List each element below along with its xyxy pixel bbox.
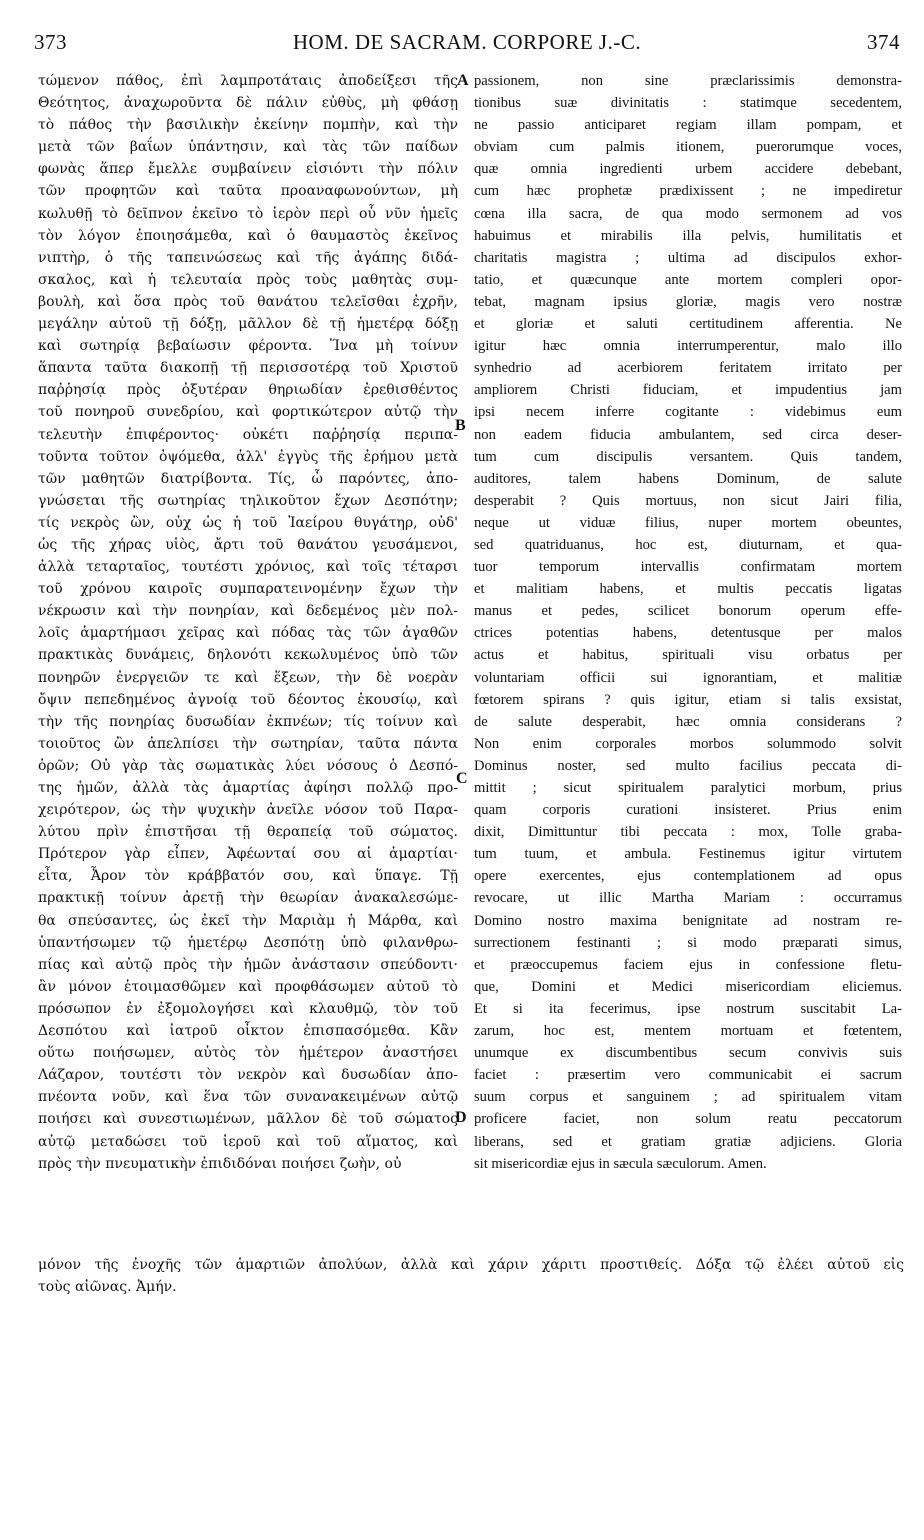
latin-text-line: de salute desperabit, hæc omnia considerans ? <box>474 713 902 730</box>
latin-text-line: surrectionem festinanti ; si modo præparati simus, <box>474 934 902 951</box>
greek-text-line: τὸ πάθος τὴν βασιλικὴν ἐκείνην πομπὴν, καὶ τὴν <box>38 117 458 134</box>
latin-text-line: mittit ; sicut spiritualem paralytici morbum, prius <box>474 780 902 796</box>
latin-text-line: ne passio anticiparet regiam illam pompam, et <box>474 117 902 134</box>
greek-text-line: Δεσπότου καὶ ἰατροῦ οἶκτον ἐπισπασόμεθα. Κἂν <box>38 1023 458 1040</box>
latin-text-line: suum corpus et sanguinem ; ad spiritualem vitam <box>474 1089 902 1106</box>
greek-text-line: μεγάλην αὐτοῦ τῇ δόξῃ, μᾶλλον δὲ τῇ ἡμετέρᾳ δόξῃ <box>38 316 458 333</box>
greek-text-line: τοῦ πονηροῦ συνεδρίου, καὶ φορτικώτερον αὐτῷ τὴν <box>38 404 458 421</box>
latin-text-line: revocare, ut illic Martha Mariam : occurramus <box>474 890 902 907</box>
greek-text-line: τὴν τῆς πονηρίας δυσωδίαν ἐκπνέων; τίς τοίνυν καὶ <box>38 713 458 730</box>
greek-text-line: πρακτικῇ τοίνυν ἀρετῇ τὴν θεωρίαν ἀνακαλεσώμε- <box>38 890 458 907</box>
latin-text-line: zarum, hoc est, mentem mortuam et fœtentem, <box>474 1023 902 1040</box>
latin-text-line: tatio, et quæcunque ante mortem compleri opor- <box>474 271 902 288</box>
latin-text-line: cum hæc prophetæ prædixissent ; ne impediretur <box>474 183 902 200</box>
greek-text-line: λοῖς ἁμαρτήμασι χεῖρας καὶ πόδας τὰς τῶν ἀγαθῶν <box>38 625 458 642</box>
greek-text-line: ὁρῶν; Οὐ γὰρ τὰς σωματικὰς λύει νόσους ὁ Δεσπό- <box>38 757 458 774</box>
latin-text-line: passionem, non sine præclarissimis demonstra- <box>474 73 902 89</box>
latin-text-line: proficere faciet, non solum reatu peccatorum <box>474 1111 902 1128</box>
latin-text-line: opere exercentes, ejus contemplationem ad opus <box>474 868 902 885</box>
latin-text-line: Dominus noster, sed multo facilius peccata di- <box>474 757 902 774</box>
latin-text-line: quæ omnia ingredienti urbem accidere debebant, <box>474 161 902 178</box>
latin-text-line: non eadem fiducia ambulantem, sed circa deser- <box>474 426 902 443</box>
greek-text-line: πονηρῶν ἐνεργειῶν τε καὶ ἕξεων, τὴν δὲ νοερὰν <box>38 669 458 686</box>
greek-text-line: τὸν λόγον ἐποιησάμεθα, καὶ ὁ θαυμαστὸς ἐκεῖνος <box>38 227 458 244</box>
page-number-right: 374 <box>867 30 900 54</box>
greek-text-line: πρακτικὰς δυνάμεις, δηλονότι κεκωλυμένος ὑπὸ τῶν <box>38 647 458 664</box>
greek-text-line: οὕτω ποιήσωμεν, αὐτὸς τὸν ἡμέτερον ἀναστήσει <box>38 1045 458 1062</box>
greek-text-line: τοῦντα τοῦτον ὀψόμεθα, ἀλλ' ἐγγὺς τῆς ἐρήμου μετὰ <box>38 448 458 465</box>
greek-text-line: μετὰ τῶν βαΐων ὑπάντησιν, καὶ τὰς τῶν παίδων <box>38 139 458 156</box>
page-number-left: 373 <box>34 30 67 54</box>
greek-text-line: εἶτα, Ἆρον τὸν κράββατόν σου, καὶ ὕπαγε. Τῇ <box>38 868 458 885</box>
latin-text-line: voluntariam officii sui ignorantiam, et malitiæ <box>474 669 902 686</box>
greek-text-line: πρόσωπον ἐν ἐξομολογήσει καὶ κλαυθμῷ, τὸν τοῦ <box>38 1000 458 1017</box>
greek-text-line: Πρότερον γὰρ εἶπεν, Ἀφέωνταί σου αἱ ἁμαρτίαι· <box>38 846 458 863</box>
greek-text-line: ἂν μόνον ἑτοιμασθῶμεν καὶ προφθάσωμεν αὐτοῦ τὸ <box>38 978 458 995</box>
greek-text-line: ἀλλὰ τεταρταῖος, τουτέστι χρόνιος, καὶ τοῖς τέταρσι <box>38 559 458 576</box>
section-marker-a: A <box>457 72 469 89</box>
latin-text-line: habuimus et mirabilis illa pelvis, humilitatis et <box>474 227 902 244</box>
latin-text-line: et malitiam habens, et multis peccatis ligatas <box>474 581 902 598</box>
greek-text-line: κωλυθῇ τὸ δεῖπνον ἐκεῖνο τὸ ἱερὸν περὶ οὗ νῦν ἡμεῖς <box>38 205 458 222</box>
latin-text-line: fœtorem spirans ? quis igitur, etiam si talis exsistat, <box>474 691 902 708</box>
latin-text-line: faciet : præsertim vero communicabit ei sacrum <box>474 1067 902 1084</box>
latin-text-line: dixit, Dimittuntur tibi peccata : mox, Tolle graba- <box>474 824 902 841</box>
section-marker-c: C <box>456 770 468 787</box>
greek-text-line: ὡς τῆς χήρας υἱὸς, ἄρτι τοῦ θανάτου γευσάμενοι, <box>38 536 458 553</box>
greek-text-line: αὐτῷ μεταδώσει τοῦ ἱεροῦ καὶ τοῦ αἵματος, καὶ <box>38 1133 458 1150</box>
latin-column <box>474 70 902 1175</box>
latin-text-line: tebat, magnam ipsius gloriæ, magis vero nostræ <box>474 293 902 310</box>
greek-text-line: τίς νεκρὸς ὢν, οὐχ ὡς ἡ τοῦ Ἰαείρου θυγάτηρ, οὐδ' <box>38 514 458 531</box>
latin-text-line: obviam cum palmis itionem, puerorumque voces, <box>474 139 902 156</box>
latin-text-line: liberans, sed et gratiam gratiæ adjiciens. Gloria <box>474 1133 902 1150</box>
latin-text-line: cœna illa sacra, de qua modo sermonem ad vos <box>474 205 902 222</box>
greek-text-line: ἅπαντα ταῦτα διακοπῇ τῇ περισσοτέρᾳ τοῦ Χριστοῦ <box>38 360 458 377</box>
greek-text-line: τῶν προφητῶν καὶ ταῦτα προαναφωνούντων, μὴ <box>38 183 458 200</box>
latin-text-line: Domino nostro maxima benignitate ad nostram re- <box>474 912 902 929</box>
latin-text-line: quam corporis curationi insisteret. Prius enim <box>474 802 902 819</box>
greek-text-line: γνώσεται τῆς σωτηρίας τηλικοῦτον ἔχων Δεσπότην; <box>38 492 458 509</box>
latin-text-line: tuor temporum intervallis confirmatam mortem <box>474 559 902 576</box>
latin-text-line: auditores, talem habens Dominum, de salute <box>474 470 902 487</box>
greek-text-line: παῤῥησίᾳ πρὸς ὀξυτέραν θηριωδίαν ἐρεθισθέντος <box>38 382 458 399</box>
latin-text-line: et gloriæ et saluti certitudinem afferentia. Ne <box>474 316 902 333</box>
greek-text-line: καὶ σωτηρίᾳ βεβαίωσιν φέροντα. Ἵνα μὴ τοίνυν <box>38 338 458 355</box>
greek-text-line: πίας καὶ αὐτῷ πρὸς τὴν ἡμῶν ἀνάστασιν σπεύδοντι· <box>38 956 458 973</box>
latin-text-line: synhedrio ad acerbiorem feritatem irritato per <box>474 360 902 377</box>
greek-text-line: λύτου πρὶν ἐπιστῆσαι τῇ θεραπείᾳ τοῦ σώματος. <box>38 824 458 841</box>
greek-tail-line: τοὺς αἰῶνας. Ἀμήν. <box>38 1279 177 1296</box>
greek-text-line: πνέοντα νοῦν, καὶ ἕνα τῶν συνανακειμένων αὐτῷ <box>38 1089 458 1106</box>
latin-text-line: tionibus suæ divinitatis : statimque secedentem, <box>474 95 902 112</box>
greek-text-line: θα σπεύσαντες, ὡς ἐκεῖ τὴν Μαριὰμ ἡ Μάρθα, καὶ <box>38 912 458 929</box>
latin-text-line: sit misericordiæ ejus in sæcula sæculorum. Amen. <box>474 1155 767 1172</box>
greek-text-line: τελευτὴν ἐπιφέροντος· οὐκέτι παῤῥησίᾳ περιπα- <box>38 426 458 443</box>
greek-closing-lines <box>38 1254 904 1298</box>
latin-text-line: Non enim corporales morbos solummodo solvit <box>474 735 902 752</box>
running-title: HOM. DE SACRAM. CORPORE J.-C. <box>292 30 642 54</box>
greek-text-line: πρὸς τὴν πνευματικὴν ἐπιδιδόναι ποιήσει ζωὴν, οὐ <box>38 1155 402 1172</box>
latin-text-line: manus et pedes, scilicet bonorum operum effe- <box>474 603 902 620</box>
greek-text-line: Λάζαρον, τουτέστι τὸν νεκρὸν καὶ δυσωδίαν ἀπο- <box>38 1067 458 1084</box>
latin-text-line: que, Domini et Medici misericordiam eliciemus. <box>474 978 902 995</box>
greek-text-line: βουλὴ, καὶ ὅσα πρὸς τοῦ θανάτου τελεῖσθαι ἐχρῆν, <box>38 293 458 310</box>
running-header <box>34 30 900 64</box>
greek-text-line: ποιήσει καὶ συνεστιωμένων, μᾶλλον δὲ τοῦ σώματος <box>38 1111 458 1128</box>
latin-text-line: ampliorem Christi fiduciam, et impudentius jam <box>474 382 902 399</box>
greek-text-line: τῶν μαθητῶν διατρίβοντα. Τίς, ὦ παρόντες, ἀπο- <box>38 470 458 487</box>
greek-text-line: Θεότητος, ἀναχωροῦντα δὲ πάλιν εὐθὺς, μὴ φθάσῃ <box>38 95 458 112</box>
greek-text-line: της ἡμῶν, ἀλλὰ τὰς ἁμαρτίας ἀφίησι πολλῷ προ- <box>38 780 458 796</box>
greek-text-line: τοιοῦτος ὢν ἀπελπίσει τὴν σωτηρίαν, ταῦτα πάντα <box>38 735 458 752</box>
greek-text-line: νέκρωσιν καὶ τὴν πονηρίαν, καὶ δεδεμένος μὲν πολ- <box>38 603 458 620</box>
greek-column <box>38 70 458 1175</box>
greek-text-line: χειρότερον, ὡς τὴν ψυχικὴν ἀνεῖλε νόσον τοῦ Παρα- <box>38 802 458 819</box>
latin-text-line: ctrices potentias habens, detentusque per malos <box>474 625 902 642</box>
latin-text-line: actus et habitus, spirituali visu orbatus per <box>474 647 902 664</box>
greek-text-line: ὄψιν πεπεδημένος ἀγνοίᾳ τοῦ δέοντος ἑκουσίῳ, καὶ <box>38 691 458 708</box>
greek-text-line: τώμενον πάθος, ἐπὶ λαμπροτάταις ἀποδείξεσι τῆς <box>38 73 458 89</box>
latin-text-line: tum tuum, et ambula. Festinemus igitur virtutem <box>474 846 902 863</box>
latin-text-line: ipsi necem inferre cogitante : videbimus eum <box>474 404 902 421</box>
latin-text-line: Et si ita fecerimus, ipse nostrum suscitabit La- <box>474 1000 902 1017</box>
greek-text-line: τοῦ χρόνου καιροῖς συμπαρατεινομένην ἔχων τὴν <box>38 581 458 598</box>
latin-text-line: tum cum discipulis versantem. Quis tandem, <box>474 448 902 465</box>
greek-text-line: νιπτὴρ, ὁ τῆς ταπεινώσεως καὶ τῆς ἀγάπης διδά- <box>38 249 458 266</box>
latin-text-line: neque ut viduæ filius, nuper mortem obeuntes, <box>474 514 902 531</box>
latin-text-line: desperabit ? Quis mortuus, non sicut Jairi filia, <box>474 492 902 509</box>
greek-text-line: ὑπαντήσωμεν τῷ ἡμετέρῳ Δεσπότῃ ὑπὸ φιλανθρω- <box>38 934 458 951</box>
latin-text-line: et præoccupemus faciem ejus in confessione fletu- <box>474 956 902 973</box>
latin-text-line: sed quatriduanus, hoc est, diuturnam, et qua- <box>474 536 902 553</box>
latin-text-line: charitatis magistra ; ultima ad discipulos exhor- <box>474 249 902 266</box>
greek-text-line: φωνὰς ἅπερ ἔμελλε συμβαίνειν εἰσιόντι τὴν πόλιν <box>38 161 458 178</box>
greek-text-line: σκαλος, καὶ ἡ τελευταία πρὸς τοὺς μαθητὰς συμ- <box>38 271 458 288</box>
greek-tail-line: μόνον τῆς ἐνοχῆς τῶν ἁμαρτιῶν ἀπολύων, ἀλλὰ καὶ χάριν χάριτι προστιθείς. Δόξα τῷ ἐλέει αὐτοῦ εἰς <box>38 1257 904 1273</box>
section-marker-d: D <box>455 1109 467 1126</box>
latin-text-line: igitur hæc omnia interrumperentur, malo illo <box>474 338 902 355</box>
latin-text-line: unumque ex discumbentibus secum convivis suis <box>474 1045 902 1062</box>
section-marker-b: B <box>455 417 466 434</box>
